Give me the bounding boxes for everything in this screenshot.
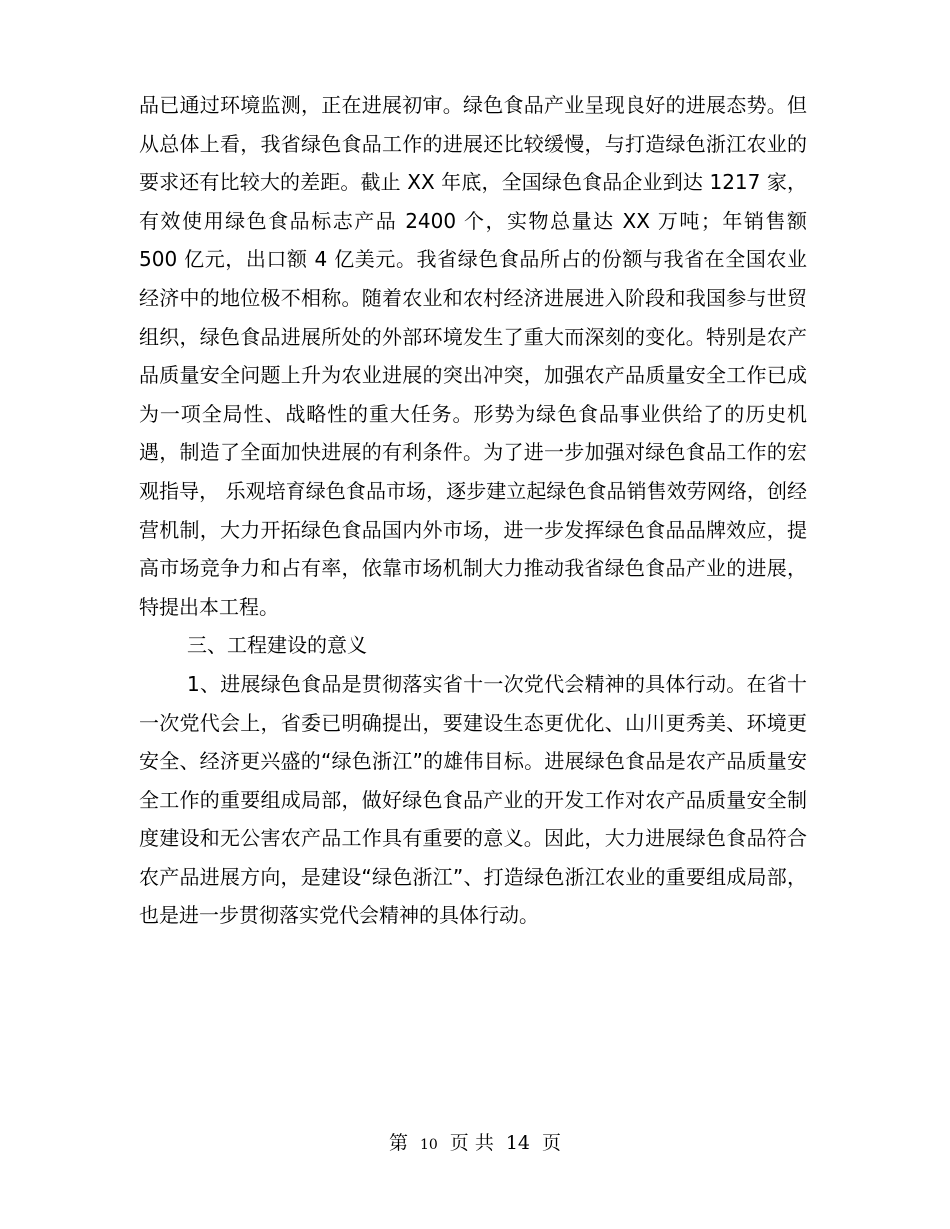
footer-middle: 页 共 <box>449 1132 494 1154</box>
footer-prefix: 第 <box>388 1132 408 1154</box>
document-body <box>139 86 807 935</box>
page-footer <box>0 1128 950 1155</box>
footer-suffix: 页 <box>542 1132 562 1154</box>
paragraph-continuation: 品已通过环境监测，正在进展初审。绿色食品产业呈现良好的进展态势。但从总体上看，我省绿色食品工作的进展还比较缓慢，与打造绿色浙江农业的要求还有比较大的差距。截止 XX 年底，全国绿色食品企业到达 1217 家，有效使用绿色食品标志产品 2400 个，实物总量达 XX 万吨；年销售额 500 亿元，出口额 4 亿美元。我省绿色食品所占的份额与我省在全国农业经济中的地位极不相称。随着农业和农村经济进展进入阶段和我国参与世贸组织，绿色食品进展所处的外部环境发生了重大而深刻的变化。特别是农产品质量安全问题上升为农业进展的突出冲突，加强农产品质量安全工作已成为一项全局性、战略性的重大任务。形势为绿色食品事业供给了的历史机遇，制造了全面加快进展的有利条件。为了进一步加强对绿色食品工作的宏观指导， 乐观培育绿色食品市场，逐步建立起绿色食品销售效劳网络，创经营机制，大力开拓绿色食品国内外市场，进一步发挥绿色食品品牌效应，提高市场竞争力和占有率，依靠市场机制大力推动我省绿色食品产业的进展，特提出本工程。 <box>139 93 807 619</box>
current-page-number: 10 <box>419 1137 438 1153</box>
total-pages: 14 <box>505 1132 531 1154</box>
section-heading: 三、工程建设的意义 <box>187 633 367 658</box>
paragraph-point-1: 1、进展绿色食品是贯彻落实省十一次党代会精神的具体行动。在省十一次党代会上，省委已明确提出，要建设生态更优化、山川更秀美、环境更安全、经济更兴盛的“绿色浙江”的雄伟目标。进展绿色食品是农产品质量安全工作的重要组成局部，做好绿色食品产业的开发工作对农产品质量安全制度建设和无公害农产品工作具有重要的意义。因此，大力进展绿色食品符合农产品进展方向，是建设“绿色浙江”、打造绿色浙江农业的重要组成局部，也是进一步贯彻落实党代会精神的具体行动。 <box>139 671 807 928</box>
